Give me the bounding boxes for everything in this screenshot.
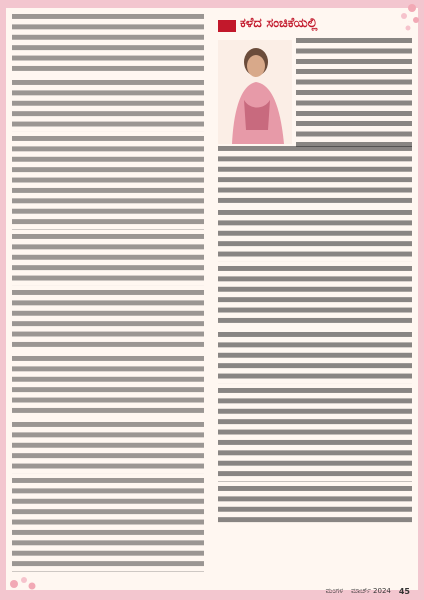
floral-bottom-icon: [8, 570, 40, 592]
paragraph: [12, 136, 204, 230]
publication-name: ಮಂಗಳ: [325, 587, 344, 595]
sidebar-summary-text: [296, 38, 412, 148]
paragraph: [218, 486, 412, 526]
paragraph: [12, 80, 204, 132]
paragraph: [12, 234, 204, 286]
paragraph: [12, 478, 204, 572]
illustration-woman: [218, 40, 292, 144]
paragraph: [12, 422, 204, 474]
paragraph: [218, 210, 412, 262]
title-accent-bar: [218, 20, 236, 32]
paragraph: [218, 332, 412, 384]
previous-episode-box: [218, 16, 412, 146]
sidebar-title: ಕಳೆದ ಸಂಚಿಕೆಯಲ್ಲಿ: [240, 16, 318, 31]
page-body: [12, 14, 412, 582]
paragraph: [12, 14, 204, 76]
left-column: [12, 14, 204, 572]
right-column: [218, 14, 412, 526]
paragraph: [218, 266, 412, 328]
paragraph: [12, 290, 204, 352]
page-footer: [326, 587, 410, 596]
page-number: 45: [398, 587, 410, 596]
paragraph: [218, 388, 412, 482]
paragraph: [12, 356, 204, 418]
issue-date: ಮಾರ್ಚ್ 2024: [351, 587, 391, 595]
paragraph: [218, 146, 412, 206]
